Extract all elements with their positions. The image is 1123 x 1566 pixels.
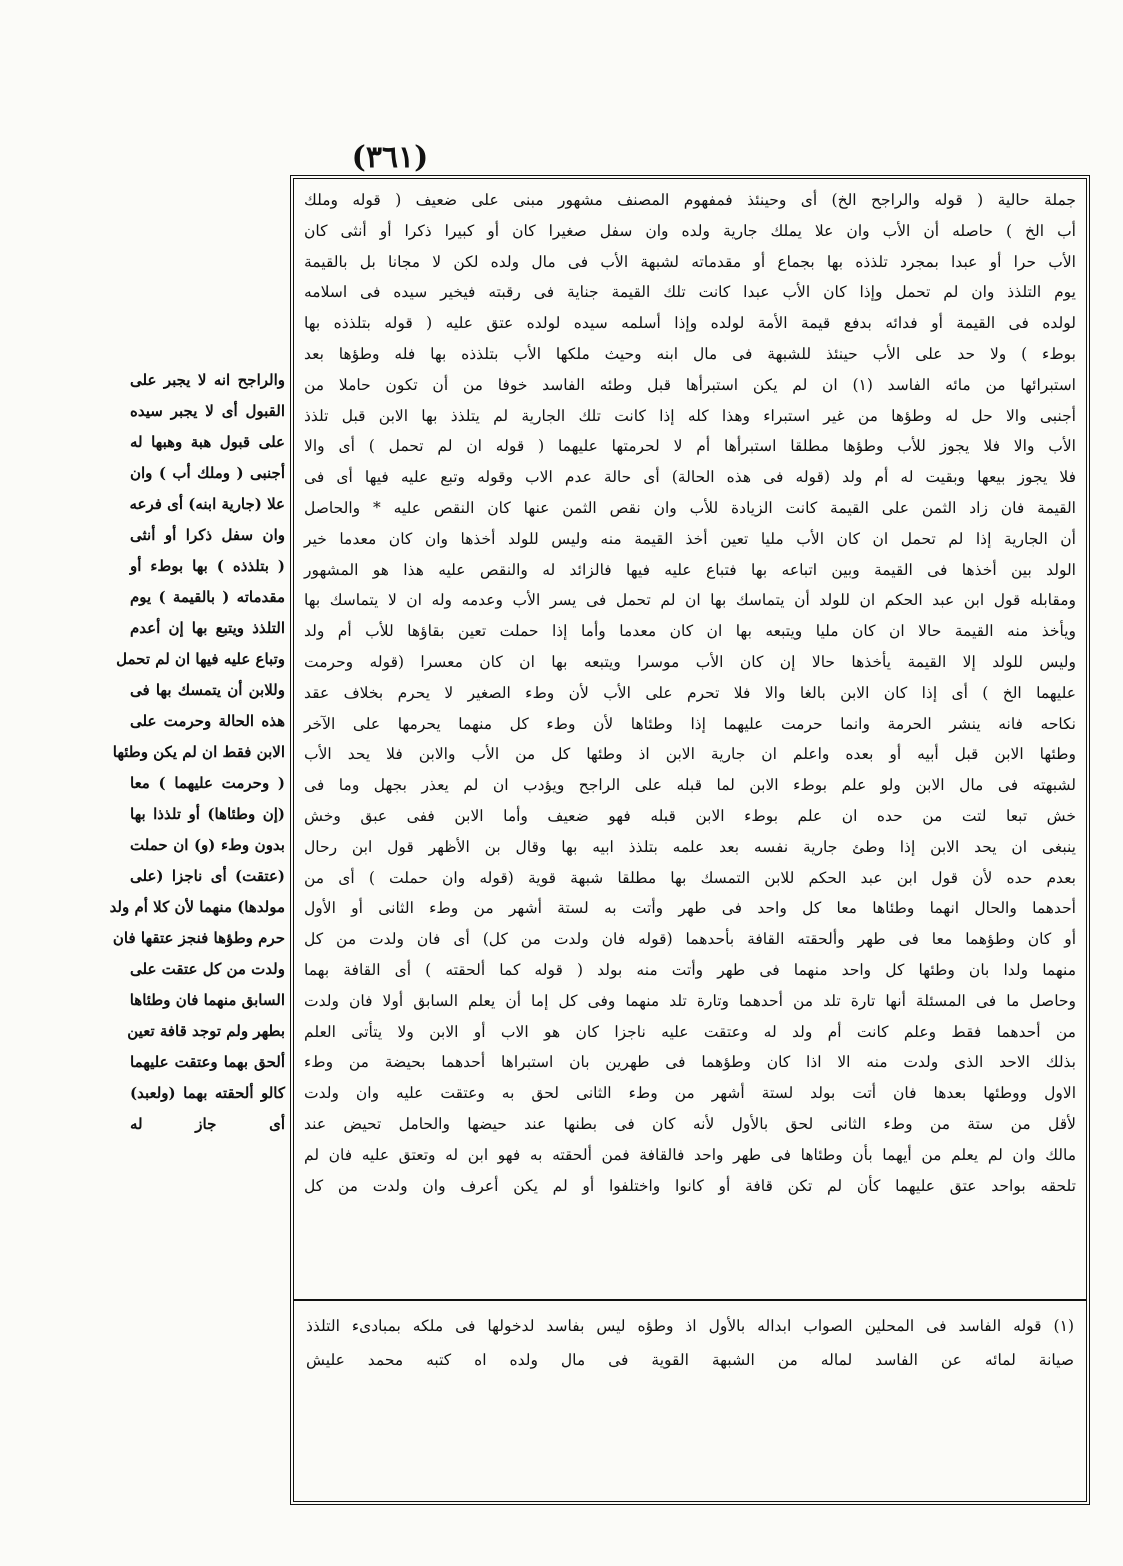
side-text-line: وللابن أن يتمسك بها فى: [130, 681, 285, 699]
text-line: ويأخذ منه القيمة حالا ان كان مليا ويتبعه بها ان كان معدما وأما إذا حملت تعين بقاؤها للأب أم ولد: [304, 622, 1076, 641]
text-line: القيمة فان زاد الثمن على القيمة كانت الزيادة للأب وان نقص الثمن عنها كان النقص عليه * والحاصل: [304, 498, 1076, 517]
side-text-line: ( وحرمت عليهما ) معا: [130, 774, 285, 792]
main-commentary: [304, 185, 1076, 1295]
text-line: الولد بين أخذها فى القيمة وبين اتباعه بها فتباع عليه فيها فالزائد له والنقص عليه هذا هو المشهور: [304, 560, 1076, 579]
side-text-line: أى جاز له: [130, 1115, 285, 1133]
text-line: وليس للولد إلا القيمة يأخذها حالا إن كان الأب موسرا ويتبعه بها ان كان معسرا (قوله وحرمت: [304, 652, 1076, 671]
side-text-line: الابن فقط ان لم يكن وطئها: [112, 743, 285, 761]
footnote: [294, 1299, 1086, 1501]
text-line: فلا يجوز بيعها وبقيت له أم ولد (قوله فى هذه الحالة) أى حالة عدم الاب وقوله وتبع عليه فيها أى فى: [304, 468, 1076, 487]
footnote-line: صيانة لمائه عن الفاسد لماله من الشبهة القوية فى مال ولده اه كتبه محمد عليش: [306, 1351, 1074, 1369]
text-line: أحدهما والحال انهما وطئاها معا كل واحد فى طهر وأتت به لستة أشهر من وطء الثانى أو الأول: [304, 899, 1076, 918]
text-line: جملة حالية ( قوله والراجح الخ) أى وحينئذ فمفهوم المصنف مشهور مبنى على ضعيف ( قوله وملك: [304, 191, 1076, 209]
side-text-line: أجنبى ( وملك أب ) وان: [130, 464, 285, 482]
text-line: الاول ووطئها بعدها فان أتت بولد لستة أشهر من وطء الثانى لحق به وعتقت عليه وان ولدت: [304, 1084, 1076, 1103]
text-line: من أحدهما فقط وعلم كانت أم ولد له وعتقت عليه ناجزا كان هو الاب أو الابن ولا يتأتى العلم: [304, 1022, 1076, 1041]
text-line: عليهما الخ ) أى إذا كان الابن بالغا والا فلا تحرم على الأب لأن وطء الصغير لا يحرم بخلاف عقد: [304, 683, 1076, 702]
text-line: ينبغى ان يحد الابن إذا وطئ جارية نفسه بعد علمه بتلذذ ابيه بها وقال بن الأظهر قول ابن رحال: [304, 837, 1076, 856]
text-line: منهما ولدا بان وطئها كل واحد منهما فى طهر وأتت منه بولد ( قوله كما ألحقته ) أى القافة بهما: [304, 960, 1076, 979]
side-text-line: بدون وطء (و) ان حملت: [130, 836, 285, 854]
side-text-line: ولدت من كل عتقت على: [130, 960, 285, 978]
side-text-line: هذه الحالة وحرمت على: [130, 712, 285, 730]
side-text-line: مقدماته ( بالقيمة ) يوم: [130, 588, 285, 606]
side-text-line: على قبول هبة وهبها له: [130, 433, 285, 451]
main-text-frame: [290, 175, 1090, 1505]
text-line: بذلك الاحد الذى ولدت منه الا اذا كان وطؤهما فى طهرين بان استبراها أحدهما بحيضة من وطء: [304, 1053, 1076, 1072]
text-line: استبرائها من مائه الفاسد (١) ان لم يكن استبرأها قبل وطئه الفاسد خوفا من أن تكون حاملا من: [304, 375, 1076, 394]
text-line: لشبهته فى مال الابن ولو علم بوطء الابن لما قبله على الراجح ويؤدب ان لم يعذر بجهل وما فى: [304, 776, 1076, 795]
side-text-line: ألحق بهما وعتقت عليهما: [130, 1053, 285, 1071]
side-text-line: ( بتلذذه ) بها بوطء أو: [130, 557, 285, 575]
page-number: (٣٦١): [351, 140, 429, 175]
text-line: أجنبى والا حل له وطؤها من غير استبراء وهذا كله إذا كانت تلك الجارية لم يتلذذ بها الابن قبل تلذذ: [304, 406, 1076, 425]
side-text-line: علا (جارية ابنه) أى فرعه: [129, 495, 285, 513]
text-line: وحاصل ما فى المسئلة أنها تارة تلد من أحدهما وتارة تلد منهما وفى كل إما أن يعلم السابق أولا فان ولدت: [304, 991, 1076, 1010]
side-text-line: التلذذ ويتبع بها إن أعدم: [130, 619, 285, 637]
text-line: الأب حرا أو عبدا بمجرد تلذذه بها بجماع أو مقدماته لشبهة الأب فى مال ولده لكن لا مجانا بل بالقيمة: [304, 252, 1076, 271]
side-commentary: [109, 365, 285, 1235]
text-line: تلحقه بواحد عتق عليهما كأن لم تكن قافة أو كانوا واختلفوا أو لم يكن أعرف وان ولدت من كل: [304, 1176, 1076, 1195]
text-line: مالك وان لم يعلم من أيهما بأن وطئاها فى طهر واحد فالقافة فمن ألحقته به فهو ابن له وتعتق عليه فان لم: [304, 1145, 1076, 1164]
text-line: بعدم حده لأن قول ابن عبد الحكم للابن التمسك بها مطلقا شبهة قوية (قوله وان حملت ) أى من: [304, 868, 1076, 887]
side-text-line: كالو ألحقته بهما (ولعبد): [130, 1084, 285, 1102]
side-text-line: والراجح انه لا يجبر على: [130, 371, 285, 389]
side-text-line: وتباع عليه فيها ان لم تحمل: [116, 650, 285, 668]
side-text-line: السابق منهما فان وطئاها: [129, 991, 285, 1009]
text-line: خش تبعا لتت من حده ان علم بوطء الابن قبله فهو ضعيف وأما الابن ففى عبق وخش: [304, 806, 1076, 825]
text-line: بوطء ) ولا حد على الأب حينئذ للشبهة فى مال ابنه وحيث ملكها الأب بتلذذه بها فله وطؤها بعد: [304, 344, 1076, 363]
text-line: ومقابله قول ابن عبد الحكم ان للولد أن يتماسك بها ان لم تحمل فى يسر الأب وعدمه وله ان لا يتماسك بها: [304, 591, 1076, 610]
side-text-line: (إن وطئاها) أو تلذذا بها: [130, 805, 285, 823]
side-text-line: القبول أى لا يجبر سيده: [130, 402, 285, 420]
side-text-line: مولدها) منهما لأن كلا أم ولد: [109, 898, 285, 916]
text-line: وطئها الابن قبل أبيه أو بعده واعلم ان جارية الابن اذ وطئها كل من الأب والابن فلا يحد الأب: [304, 745, 1076, 764]
text-line: لأقل من ستة من وطء الثانى لحق بالأول لأنه كان فى بطنها عند حيضها والحامل تحيض عند: [304, 1114, 1076, 1133]
side-text-line: حرم وطؤها فنجز عتقها فان: [112, 929, 285, 947]
side-text-line: بطهر ولم توجد قافة تعين: [127, 1022, 285, 1040]
text-line: نكاحه فانه ينشر الحرمة وانما حرمت عليهما إذا وطئاها لأن وطء كل منهما يحرمها على الآخر: [304, 714, 1076, 733]
side-text-line: (عتقت) أى ناجزا (على: [130, 867, 285, 885]
text-line: الأب والا فلا يجوز للأب وطؤها مطلقا استبرأها أم لا لحرمتها عليهما ( قوله ان لم تحمل ) أى والا: [304, 437, 1076, 456]
footnote-line: (١) قوله الفاسد فى المحلين الصواب ابداله بالأول اذ وطؤه ليس بفاسد لدخولها فى ملكه بمبادىء التلذذ: [306, 1317, 1074, 1335]
side-text-line: وان سفل ذكرا أو أنثى: [130, 526, 285, 544]
text-line: أو كان وطؤهما معا فى طهر وألحقته القافة بأحدهما (قوله فان ولدت من كل) أى فان ولدت من كل: [304, 930, 1076, 949]
text-line: أب الخ ) حاصله أن الأب وان علا يملك جارية ولده وان سفل صغيرا كان أو كبيرا ذكرا أو أنثى كان: [304, 221, 1076, 240]
text-line: يوم التلذذ وان لم تحمل وإذا كان الأب عبدا كانت تلك القيمة جناية فى رقبته فيخير سيده فى اسلامه: [304, 283, 1076, 302]
text-line: أن الجارية إذا لم تحمل ان كان الأب مليا تعين أخذ القيمة منه وليس للولد أخذها وان كان معدما خير: [304, 529, 1076, 548]
text-line: لولده فى القيمة أو فدائه بدفع قيمة الأمة لولده وإذا أسلمه سيده لولده عتق عليه ( قوله بتلذذه بها: [304, 314, 1076, 333]
